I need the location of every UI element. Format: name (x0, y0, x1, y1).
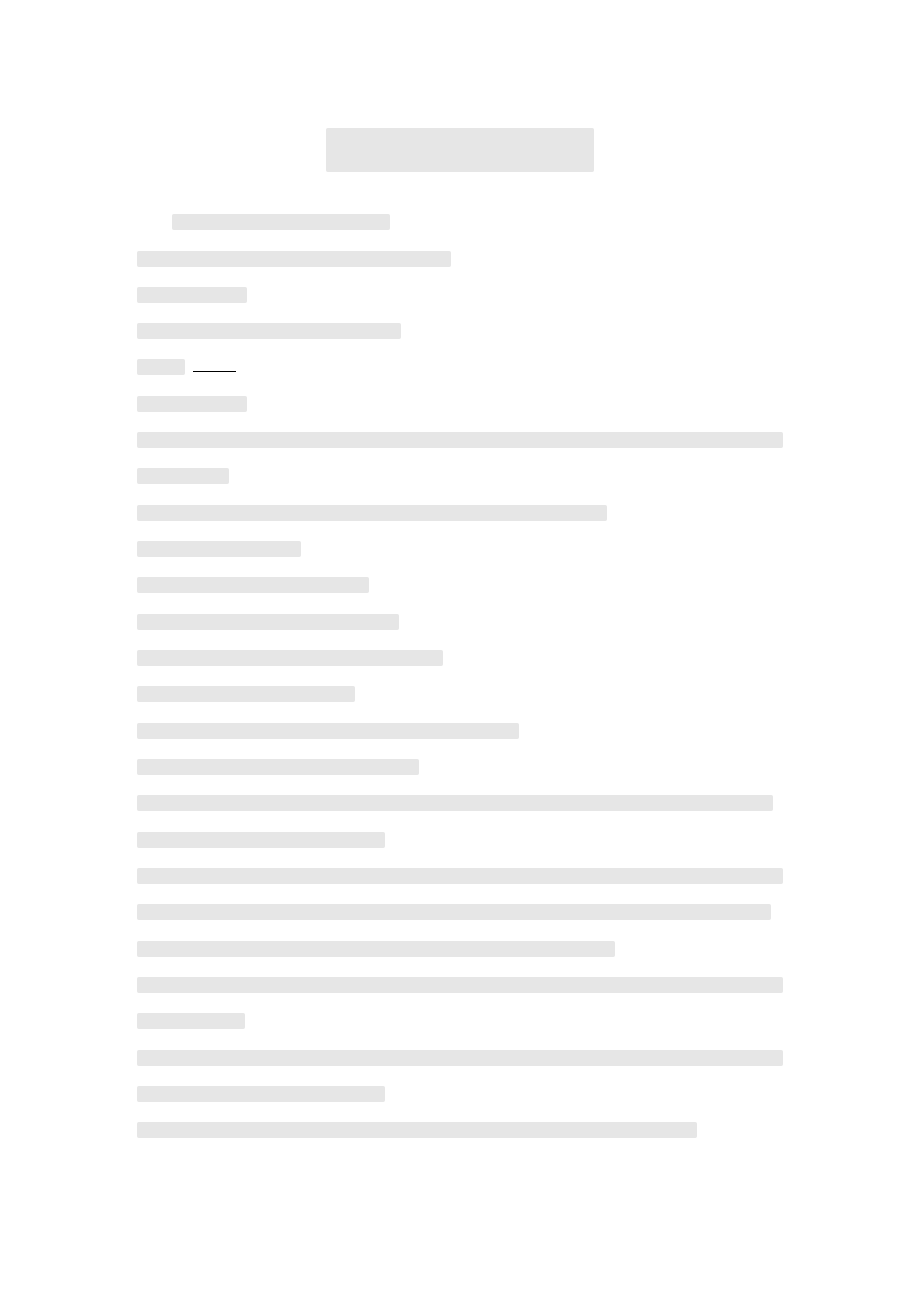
text-line-placeholder (137, 505, 607, 521)
blank-underline (193, 371, 236, 372)
text-line-placeholder (137, 614, 399, 630)
text-line-placeholder (137, 541, 301, 557)
text-line-placeholder (137, 1013, 245, 1029)
text-line-placeholder (137, 832, 385, 848)
text-line-placeholder (137, 941, 615, 957)
text-line-placeholder (137, 723, 519, 739)
text-line-placeholder (137, 1086, 385, 1102)
text-line-placeholder (137, 795, 773, 811)
text-line-placeholder (137, 759, 419, 775)
text-line-placeholder (172, 214, 390, 230)
text-line-placeholder (137, 650, 443, 666)
text-line-placeholder (137, 1122, 697, 1138)
text-line-placeholder (137, 359, 185, 375)
text-line-placeholder (137, 977, 783, 993)
text-line-placeholder (137, 323, 401, 339)
text-line-placeholder (137, 396, 247, 412)
text-line-placeholder (137, 686, 355, 702)
text-line-placeholder (137, 251, 451, 267)
text-line-placeholder (137, 432, 783, 448)
text-line-placeholder (137, 468, 229, 484)
text-line-placeholder (137, 904, 771, 920)
title-placeholder (326, 128, 594, 172)
document-title (0, 128, 920, 172)
text-line-placeholder (137, 287, 247, 303)
text-line-placeholder (137, 1050, 783, 1066)
text-line-placeholder (137, 868, 783, 884)
text-line-placeholder (137, 577, 369, 593)
